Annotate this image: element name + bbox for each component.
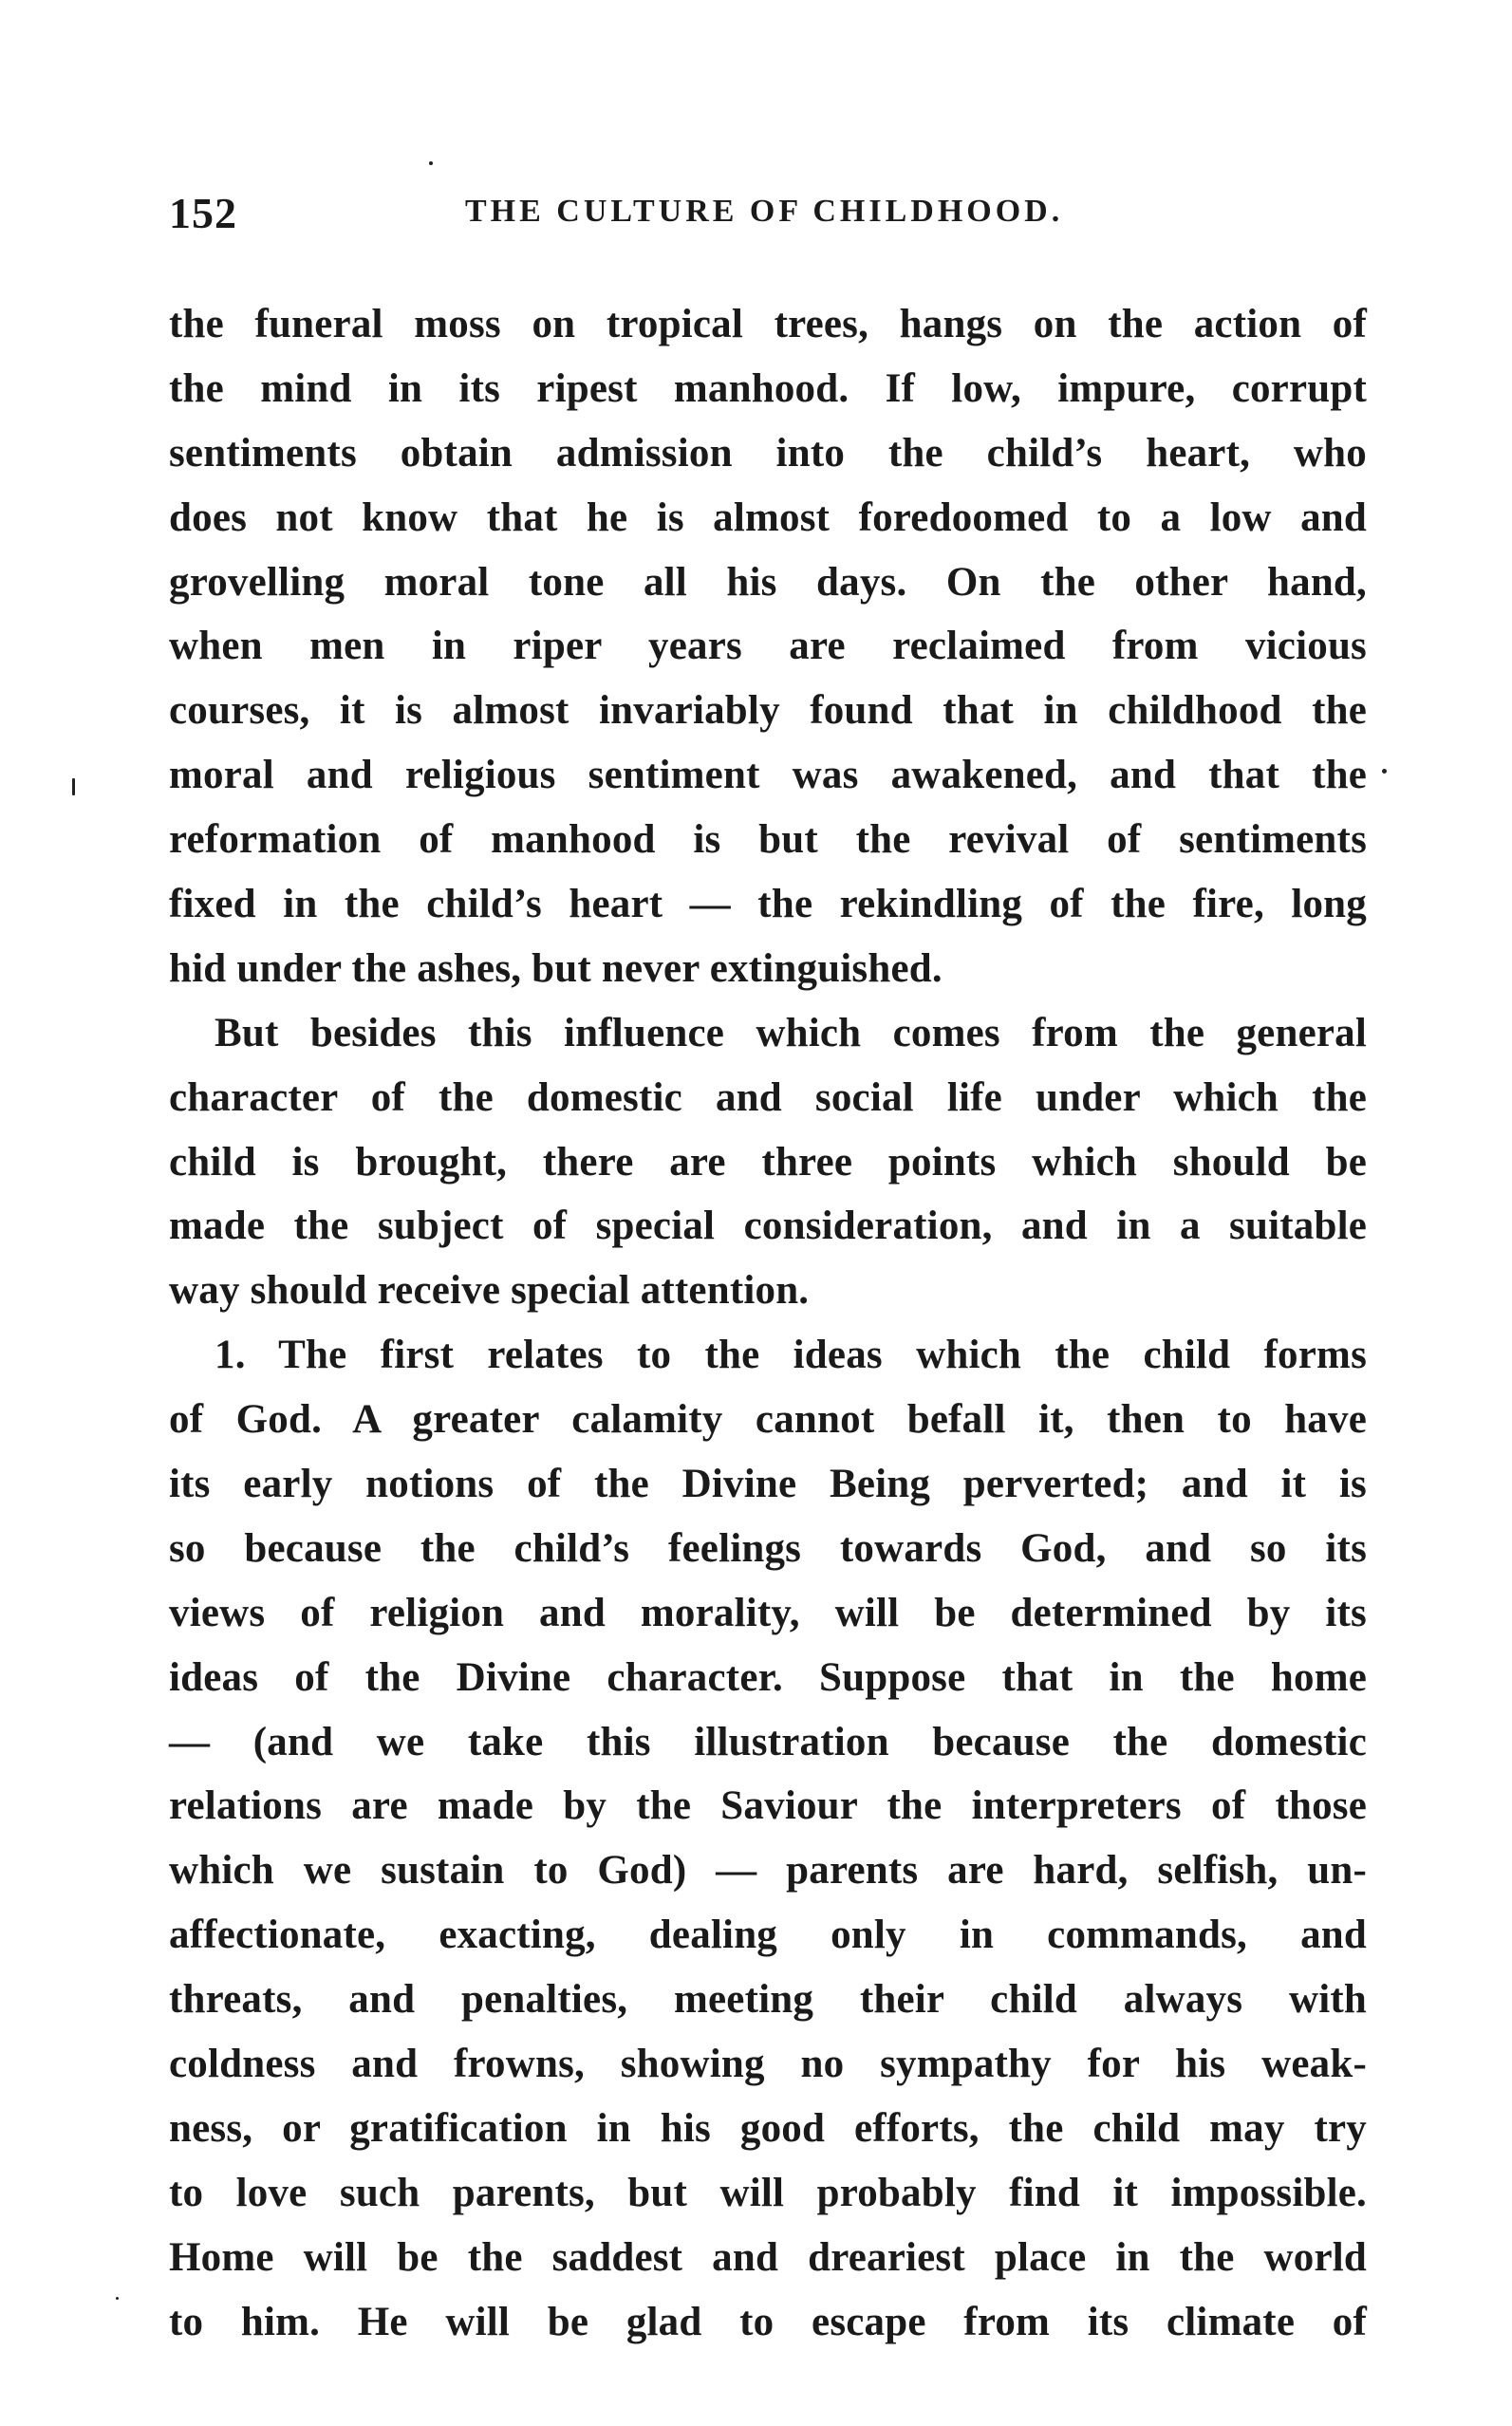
text-line: does not know that he is almost foredoomed to a low and <box>169 495 1367 540</box>
text-line: fixed in the child’s heart — the rekindling of the fire, long <box>169 882 1367 927</box>
text-line: way should receive special attention. <box>169 1268 810 1314</box>
text-line: ness, or gratification in his good efforts, the child may try <box>169 2105 1367 2151</box>
text-line: views of religion and morality, will be determined by its <box>169 1590 1367 1635</box>
text-line: its early notions of the Divine Being perverted; and it is <box>169 1462 1367 1507</box>
text-line: of God. A greater calamity cannot befall it, then to have <box>169 1397 1367 1443</box>
text-line: threats, and penalties, meeting their child always with <box>169 1977 1367 2023</box>
text-line: character of the domestic and social life under which the <box>169 1074 1367 1120</box>
text-line: hid under the ashes, but never extinguished. <box>169 945 943 991</box>
page-number: 152 <box>169 189 237 237</box>
text-line: courses, it is almost invariably found that in childhood the <box>169 688 1367 734</box>
scan-speck <box>429 161 433 165</box>
running-title: THE CULTURE OF CHILDHOOD. <box>465 194 1064 229</box>
body-text <box>169 292 1367 2355</box>
text-line: the mind in its ripest manhood. If low, impure, corrupt <box>169 365 1367 411</box>
text-line: child is brought, there are three points which should be <box>169 1139 1367 1185</box>
text-line: sentiments obtain admission into the child’s heart, who <box>169 430 1367 476</box>
text-line: But besides this influence which comes from the general <box>215 1010 1367 1055</box>
scan-speck <box>72 778 75 795</box>
text-line: relations are made by the Saviour the interpreters of those <box>169 1783 1367 1829</box>
text-line: Home will be the saddest and dreariest place in the world <box>169 2234 1367 2280</box>
text-line: when men in riper years are reclaimed from vicious <box>169 624 1367 669</box>
text-line: made the subject of special consideration, and in a suitable <box>169 1204 1367 1249</box>
text-line: so because the child’s feelings towards God, and so its <box>169 1525 1367 1571</box>
text-line: coldness and frowns, showing no sympathy for his weak- <box>169 2042 1367 2087</box>
scan-speck <box>1382 769 1387 774</box>
text-line: grovelling moral tone all his days. On the other hand, <box>169 559 1367 605</box>
text-line: affectionate, exacting, dealing only in commands, and <box>169 1913 1367 1958</box>
text-line: to him. He will be glad to escape from its climate of <box>169 2299 1367 2344</box>
text-line: which we sustain to God) — parents are hard, selfish, un- <box>169 1848 1367 1894</box>
text-line: to love such parents, but will probably find it impossible. <box>169 2170 1367 2215</box>
text-line: 1. The first relates to the ideas which the child forms <box>215 1333 1367 1378</box>
text-line: moral and religious sentiment was awakened, and that the <box>169 753 1367 798</box>
text-line: ideas of the Divine character. Suppose that in the home <box>169 1654 1367 1700</box>
text-line: reformation of manhood is but the revival of sentiments <box>169 817 1367 863</box>
text-line: — (and we take this illustration because the domestic <box>169 1719 1367 1764</box>
text-line: the funeral moss on tropical trees, hangs on the action of <box>169 302 1367 346</box>
running-head <box>169 188 1365 245</box>
scan-speck <box>116 2297 119 2300</box>
